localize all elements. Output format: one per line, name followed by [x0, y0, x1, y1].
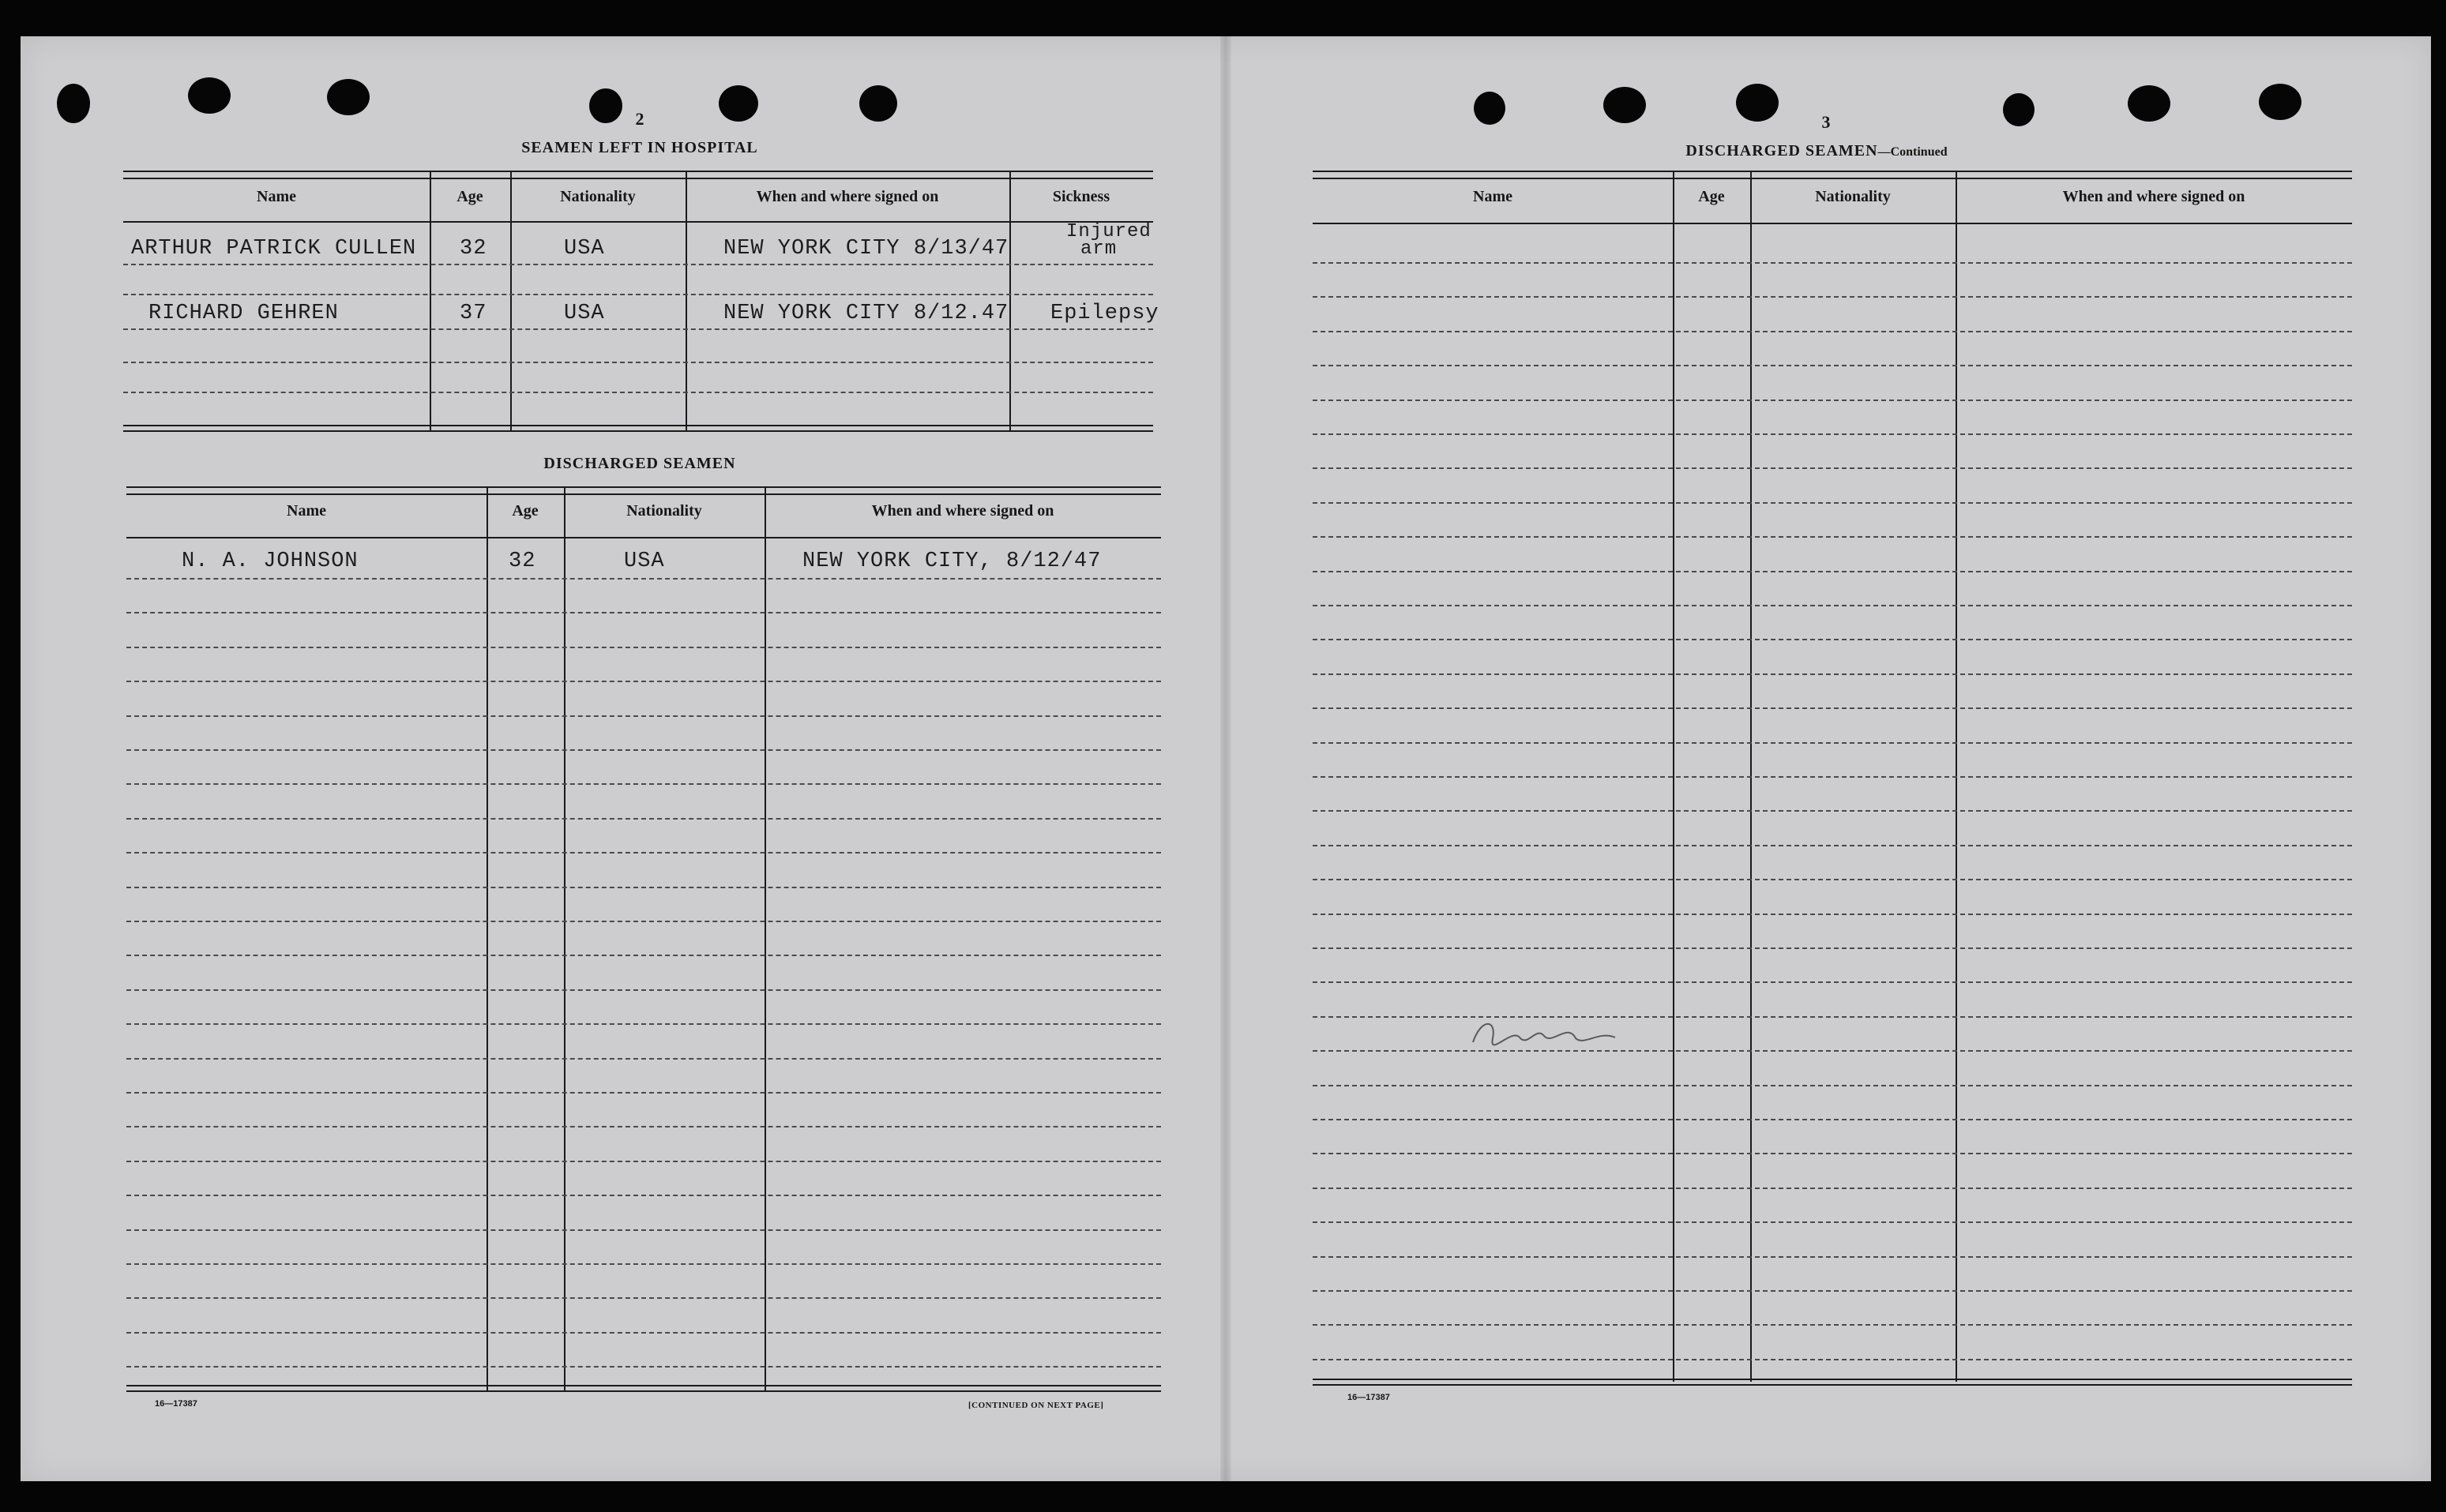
table-row-sickness-detail: arm	[1080, 238, 1118, 260]
ruled-line	[126, 749, 1161, 751]
table-row-name: RICHARD GEHREN	[148, 302, 339, 325]
ruled-line	[1313, 1153, 2352, 1154]
col-header-nationality: Nationality	[1815, 188, 1891, 205]
ruled-line	[1313, 296, 2352, 298]
ruled-line	[1313, 639, 2352, 640]
col-header-signed-on: When and where signed on	[2062, 188, 2245, 205]
page-number-left: 2	[635, 109, 644, 129]
table-row-age: 32	[460, 237, 487, 261]
ruled-line	[1313, 947, 2352, 949]
hospital-section-title: SEAMEN LEFT IN HOSPITAL	[521, 139, 758, 156]
ruled-line	[126, 1092, 1161, 1094]
discharged-continued-title	[1595, 142, 2038, 160]
ruled-line	[1313, 433, 2352, 435]
ruled-line	[1313, 981, 2352, 983]
ruled-line	[1313, 673, 2352, 675]
ruled-line	[1313, 262, 2352, 264]
ruled-line	[126, 921, 1161, 922]
table-row-age: 37	[460, 302, 487, 325]
ruled-line	[126, 1332, 1161, 1334]
ruled-line	[126, 647, 1161, 648]
ruled-line	[1313, 1290, 2352, 1292]
punch-hole	[2128, 85, 2170, 122]
ruled-line	[126, 955, 1161, 956]
ruled-line	[1313, 1119, 2352, 1120]
col-header-age: Age	[1698, 188, 1725, 205]
ruled-line	[1313, 1256, 2352, 1258]
col-header-name: Name	[1473, 188, 1512, 205]
ruled-line	[1313, 776, 2352, 778]
ruled-line	[126, 1263, 1161, 1265]
discharged-continued-table	[1313, 171, 2352, 1386]
ruled-line	[126, 989, 1161, 991]
col-header-nationality: Nationality	[626, 502, 702, 520]
form-number-right: 16—17387	[1347, 1393, 1390, 1402]
punch-hole	[327, 79, 370, 115]
punch-hole	[1736, 84, 1779, 122]
col-header-signed-on: When and where signed on	[756, 188, 939, 205]
discharged-section-title: DISCHARGED SEAMEN	[543, 455, 736, 472]
ruled-line	[1313, 1359, 2352, 1360]
section-title-suffix: —Continued	[1877, 145, 1948, 159]
ruled-line	[1313, 605, 2352, 606]
col-header-name: Name	[257, 188, 296, 205]
ruled-line	[1313, 365, 2352, 366]
table-row-age: 32	[509, 550, 536, 573]
punch-hole	[2259, 84, 2301, 120]
ruled-line	[1313, 707, 2352, 709]
table-row-name: ARTHUR PATRICK CULLEN	[131, 237, 417, 261]
ruled-line	[126, 1161, 1161, 1162]
table-row-nationality: USA	[564, 237, 605, 261]
col-header-age: Age	[457, 188, 483, 205]
punch-hole	[859, 85, 897, 122]
ruled-line	[1313, 810, 2352, 812]
ruled-line	[126, 783, 1161, 785]
ruled-line	[1313, 1085, 2352, 1086]
ruled-line	[1313, 536, 2352, 538]
ruled-line	[1313, 331, 2352, 332]
punch-hole	[2003, 93, 2035, 126]
punch-hole	[188, 77, 231, 114]
ruled-line	[126, 715, 1161, 717]
page-fold	[1220, 36, 1231, 1481]
ruled-line	[1313, 467, 2352, 469]
ruled-line	[126, 681, 1161, 682]
ruled-line	[1313, 502, 2352, 504]
punch-hole	[719, 85, 758, 122]
punch-hole	[57, 84, 90, 123]
col-header-sickness: Sickness	[1052, 188, 1110, 205]
page-number-right: 3	[1821, 112, 1831, 132]
table-row-signed-on: NEW YORK CITY 8/13/47	[723, 237, 1009, 261]
ruled-line	[126, 1297, 1161, 1299]
ruled-line	[126, 578, 1161, 580]
table-row-nationality: USA	[624, 550, 665, 573]
handwritten-signature	[1465, 1003, 1623, 1058]
table-row-nationality: USA	[564, 302, 605, 325]
punch-hole	[1603, 87, 1646, 123]
section-title-text: DISCHARGED SEAMEN	[1685, 142, 1878, 159]
col-header-age: Age	[512, 502, 539, 520]
ruled-line	[126, 1126, 1161, 1127]
ruled-line	[126, 612, 1161, 613]
col-header-nationality: Nationality	[560, 188, 636, 205]
ruled-line	[1313, 914, 2352, 915]
ruled-line	[1313, 400, 2352, 401]
continued-note: [CONTINUED ON NEXT PAGE]	[968, 1401, 1104, 1410]
ruled-line	[1313, 845, 2352, 846]
form-number-left: 16—17387	[155, 1399, 197, 1409]
ruled-line	[126, 852, 1161, 854]
table-row-signed-on: NEW YORK CITY, 8/12/47	[802, 550, 1102, 573]
ruled-line	[1313, 879, 2352, 880]
ruled-line	[1313, 1324, 2352, 1326]
ruled-line	[1313, 571, 2352, 572]
table-row-signed-on: NEW YORK CITY 8/12.47	[723, 302, 1009, 325]
ruled-line	[1313, 1187, 2352, 1189]
ruled-line	[126, 818, 1161, 820]
hospital-table	[123, 171, 1159, 434]
col-header-signed-on: When and where signed on	[871, 502, 1054, 520]
ruled-line	[1313, 1221, 2352, 1223]
ruled-line	[126, 1229, 1161, 1231]
ruled-line	[126, 1023, 1161, 1025]
punch-hole	[1474, 92, 1505, 125]
table-row-sickness: Injured	[1066, 221, 1152, 242]
ruled-line	[126, 1195, 1161, 1196]
table-row-sickness: Epilepsy	[1050, 302, 1159, 325]
table-row-name: N. A. JOHNSON	[182, 550, 359, 573]
ruled-line	[126, 887, 1161, 888]
col-header-name: Name	[287, 502, 326, 520]
ruled-line	[126, 1058, 1161, 1060]
ruled-line	[126, 1366, 1161, 1368]
discharged-table	[126, 486, 1161, 1394]
ruled-line	[1313, 742, 2352, 744]
